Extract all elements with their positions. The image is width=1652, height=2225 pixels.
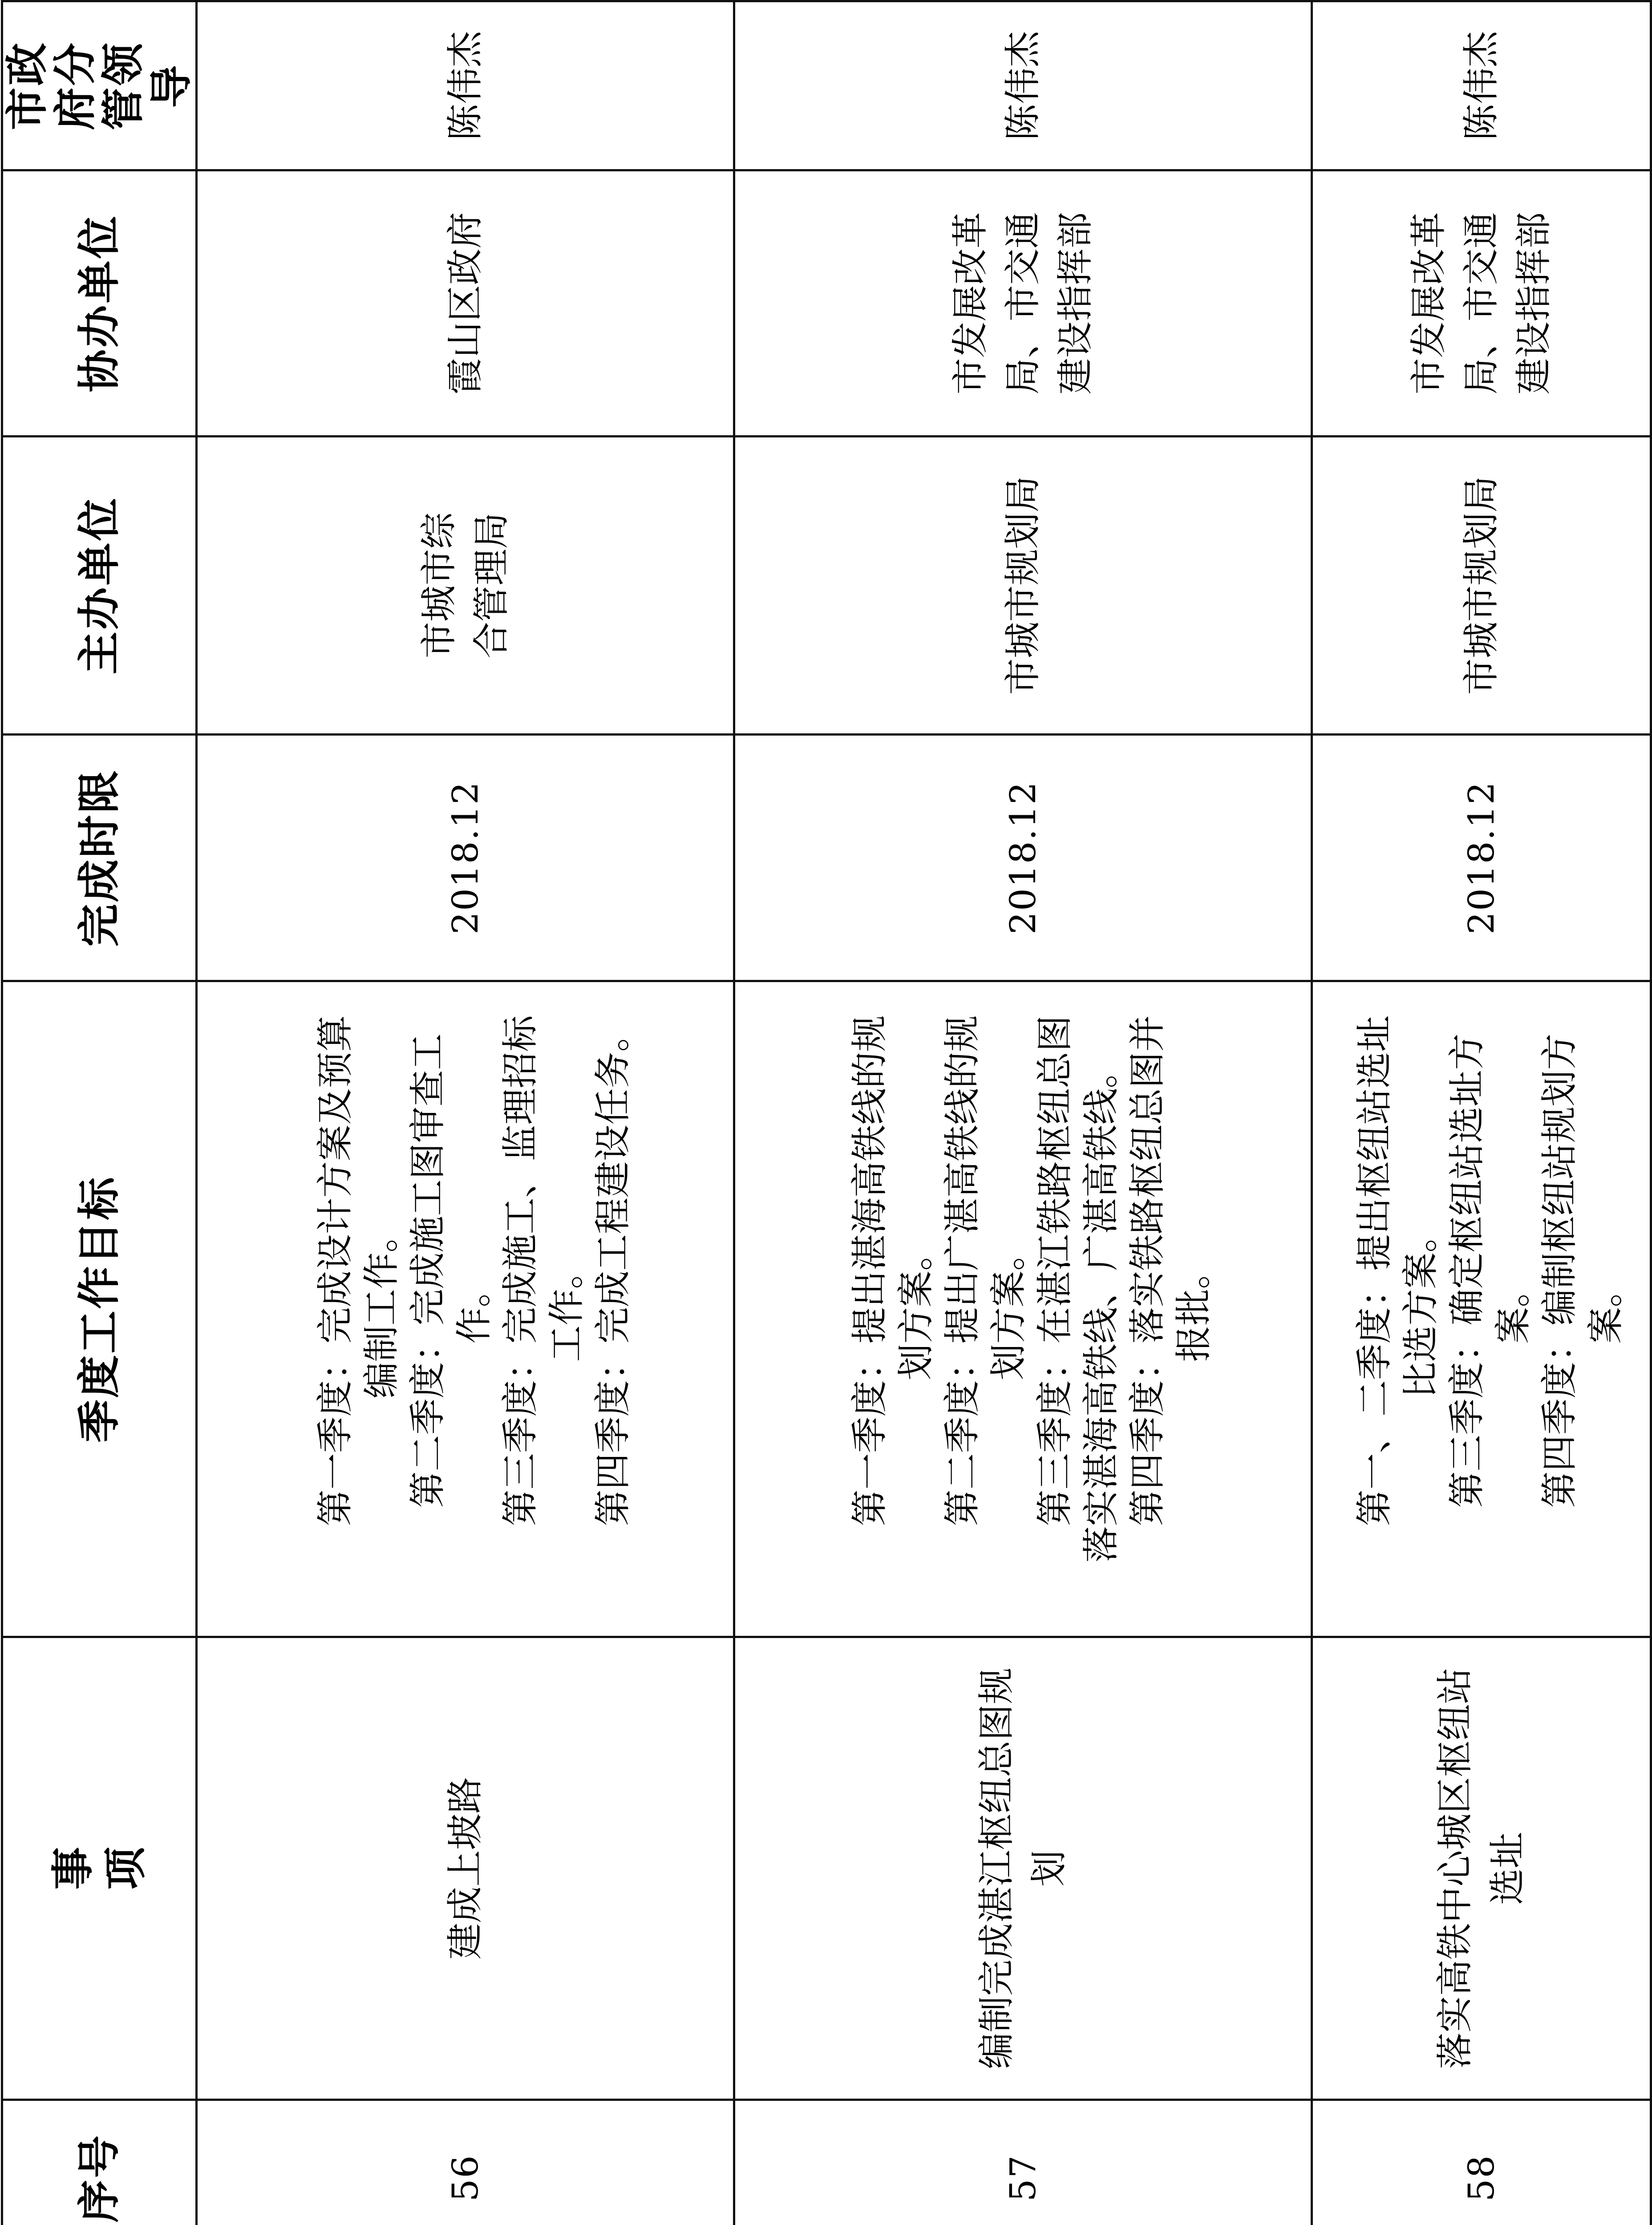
goal-line: 第三季度：在湛江铁路枢纽总图落实湛海高铁线、广湛高铁线。 [1033, 1015, 1122, 1563]
row-item: 落实高铁中心城区枢纽站选址 [1312, 1637, 1651, 2100]
row-leader: 陈伟杰 [734, 1, 1312, 170]
goal-line: 第四季度：落实铁路枢纽总图并报批。 [1126, 1015, 1215, 1526]
goal-line: 第二季度：完成施工图审查工作。 [406, 1033, 495, 1508]
row-deadline: 2018.12 [197, 735, 734, 981]
row-deadline: 2018.12 [734, 735, 1312, 981]
header-row [2, 1, 197, 2225]
table-row [197, 1, 734, 2225]
goal-line: 第一季度：提出湛海高铁线的规划方案。 [848, 1015, 937, 1526]
row-item: 建成上坡路 [197, 1637, 734, 2100]
header-leader: 市政府分管领导 [2, 1, 197, 170]
work-target-table [1, 0, 1652, 2225]
row-deadline: 2018.12 [1312, 735, 1651, 981]
goal-line: 第三季度：确定枢纽站选址方案。 [1446, 1033, 1535, 1508]
row-seq: 57 [734, 2100, 1312, 2225]
row-item: 编制完成湛江枢纽总图规划 [734, 1637, 1312, 2100]
goal-line: 第二季度：提出广湛高铁线的规划方案。 [941, 1015, 1030, 1526]
goal-line: 第四季度：完成工程建设任务。 [591, 1015, 634, 1526]
row-lead-unit: 市城市规划局 [734, 437, 1312, 735]
goal-line: 第一季度：完成设计方案及预算编制工作。 [314, 1015, 403, 1526]
row-lead-unit: 市城市规划局 [1312, 437, 1651, 735]
row-leader: 陈伟杰 [1312, 1, 1651, 170]
table-row [1312, 1, 1651, 2225]
header-deadline: 完成时限 [2, 735, 197, 981]
header-goals: 季度工作目标 [2, 981, 197, 1637]
goal-line: 第四季度：编制枢纽站规划方案。 [1538, 1033, 1627, 1508]
row-assist-unit: 霞山区政府 [197, 170, 734, 437]
header-item: 事项 [2, 1637, 197, 2100]
goal-line: 第一、二季度：提出枢纽站选址比选方案。 [1353, 1015, 1442, 1526]
goal-line: 第三季度：完成施工、监理招标工作。 [499, 1015, 588, 1526]
header-lead-unit: 主办单位 [2, 437, 197, 735]
row-goals [734, 981, 1312, 1637]
row-leader: 陈伟杰 [197, 1, 734, 170]
row-goals [197, 981, 734, 1637]
header-assist-unit: 协办单位 [2, 170, 197, 437]
row-seq: 56 [197, 2100, 734, 2225]
row-assist-unit: 市发展改革局、市交通建设指挥部 [1312, 170, 1651, 437]
row-lead-unit: 市城市综合管理局 [197, 437, 734, 735]
row-goals [1312, 981, 1651, 1637]
row-assist-unit: 市发展改革局、市交通建设指挥部 [734, 170, 1312, 437]
table-row [734, 1, 1312, 2225]
row-seq: 58 [1312, 2100, 1651, 2225]
header-seq: 序号 [2, 2100, 197, 2225]
